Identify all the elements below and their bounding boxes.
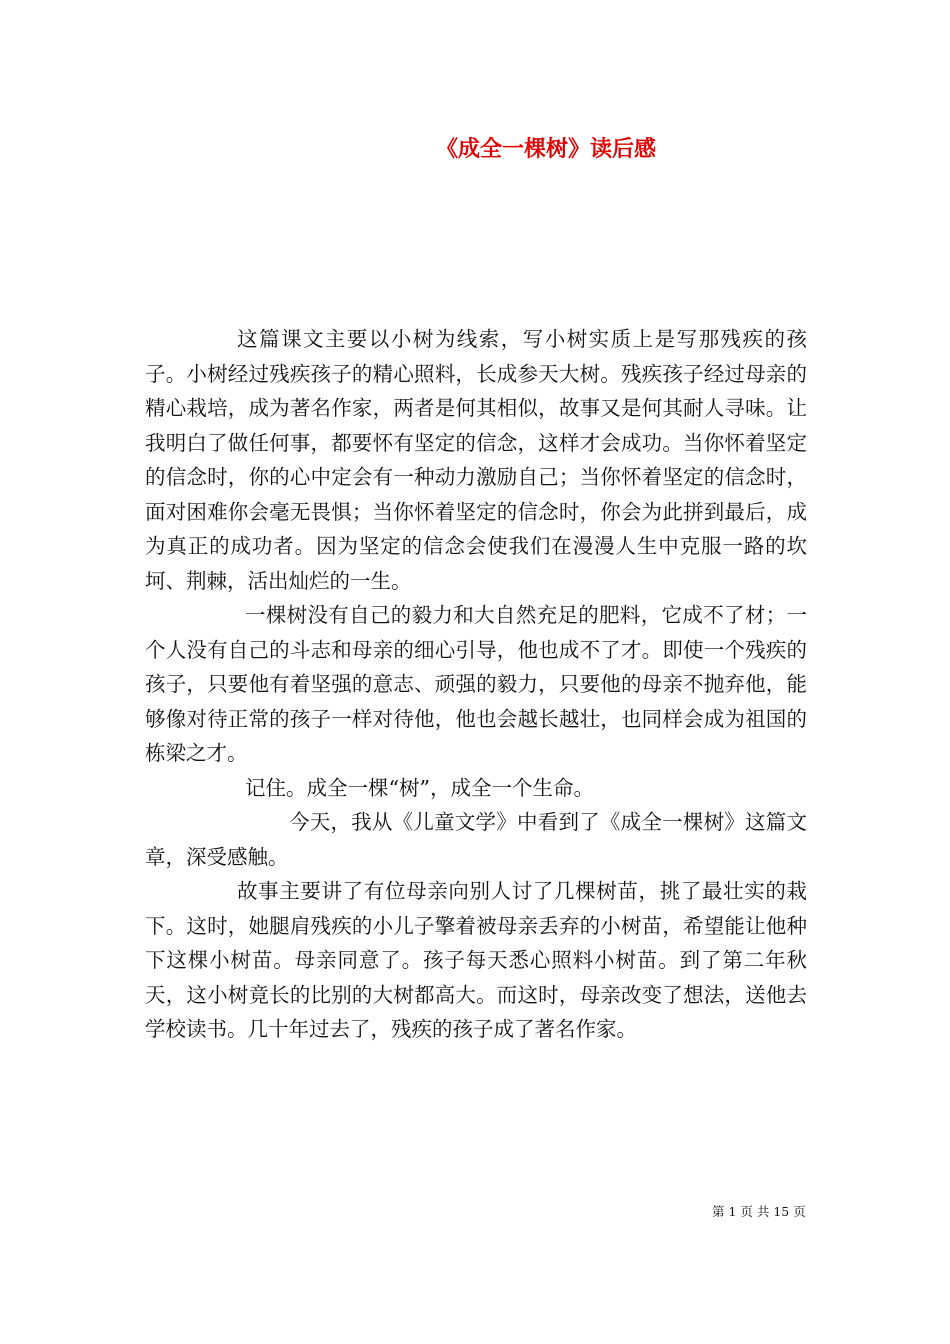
document-body	[145, 322, 807, 1047]
paragraph-4: 今天，我从《儿童文学》中看到了《成全一棵树》这篇文章，深受感触。	[145, 810, 807, 869]
page-number-footer: 第 1 页 共 15 页	[712, 1204, 806, 1219]
paragraph-2: 一棵树没有自己的毅力和大自然充足的肥料，它成不了材；一个人没有自己的斗志和母亲的细心引导，他也成不了才。即使一个残疾的孩子，只要他有着坚强的意志、顽强的毅力，只要他的母亲不抛弃他，能够像对待正常的孩子一样对待他，他也会越长越壮，也同样会成为祖国的栋梁之才。	[145, 603, 807, 765]
paragraph-5: 故事主要讲了有位母亲向别人讨了几棵树苗，挑了最壮实的栽下。这时，她腿肩残疾的小儿子擎着被母亲丢弃的小树苗，希望能让他种下这棵小树苗。母亲同意了。孩子每天悉心照料小树苗。到了第二年秋天，这小树竟长的比别的大树都高大。而这时，母亲改变了想法，送他去学校读书。几十年过去了，残疾的孩子成了著名作家。	[145, 879, 807, 1041]
paragraph-3: 记住。成全一棵“树”，成全一个生命。	[245, 775, 594, 800]
paragraph-1: 这篇课文主要以小树为线索，写小树实质上是写那残疾的孩子。小树经过残疾孩子的精心照料，长成参天大树。残疾孩子经过母亲的精心栽培，成为著名作家，两者是何其相似，故事又是何其耐人寻味。让我明白了做任何事，都要怀有坚定的信念，这样才会成功。当你怀着坚定的信念时，你的心中定会有一种动力激励自己；当你怀着坚定的信念时，面对困难你会毫无畏惧；当你怀着坚定的信念时，你会为此拼到最后，成为真正的成功者。因为坚定的信念会使我们在漫漫人生中克服一路的坎坷、荆棘，活出灿烂的一生。	[145, 327, 807, 593]
document-title: 《成全一棵树》读后感	[436, 137, 657, 162]
